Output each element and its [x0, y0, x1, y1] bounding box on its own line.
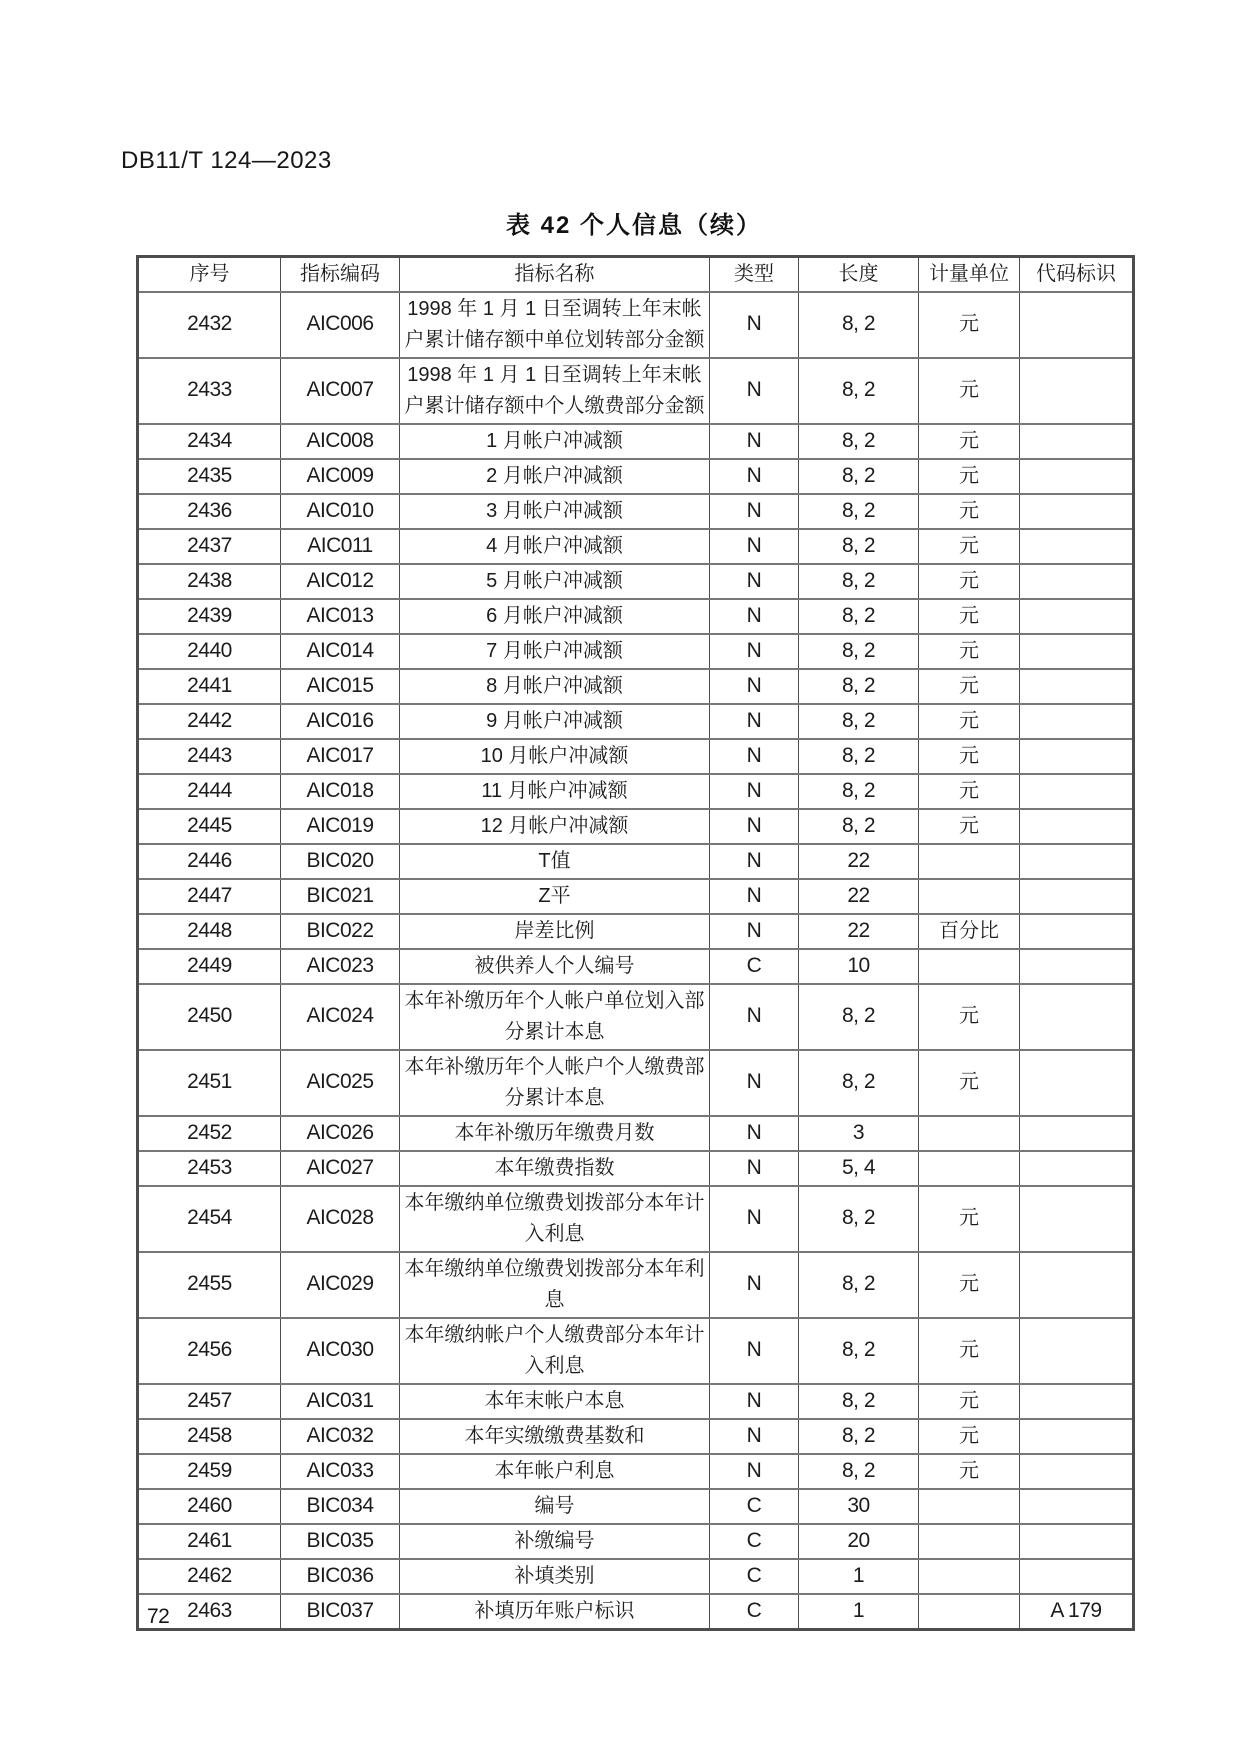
cell-unit: 百分比	[919, 914, 1020, 949]
cell-len: 8, 2	[799, 494, 919, 529]
table-row	[138, 1151, 1134, 1186]
cell-name: 12 月帐户冲减额	[400, 809, 710, 844]
cell-seq: 2434	[138, 424, 281, 459]
cell-code: AIC026	[281, 1116, 400, 1151]
table-title: 表 42 个人信息（续）	[505, 212, 763, 239]
cell-code: AIC015	[281, 669, 400, 704]
cell-len: 1	[799, 1559, 919, 1594]
cell-name: Z平	[400, 879, 710, 914]
cell-cid	[1020, 1419, 1134, 1454]
cell-len: 8, 2	[799, 809, 919, 844]
cell-len: 22	[799, 914, 919, 949]
cell-unit	[919, 1594, 1020, 1630]
cell-len: 10	[799, 949, 919, 984]
cell-unit: 元	[919, 1454, 1020, 1489]
cell-type: N	[710, 564, 799, 599]
cell-seq: 2450	[138, 984, 281, 1050]
cell-name: 本年实缴缴费基数和	[400, 1419, 710, 1454]
cell-len: 8, 2	[799, 1454, 919, 1489]
cell-name: 岸差比例	[400, 914, 710, 949]
cell-type: N	[710, 984, 799, 1050]
table-row	[138, 1419, 1134, 1454]
table-row	[138, 1594, 1134, 1630]
cell-unit: 元	[919, 459, 1020, 494]
cell-unit: 元	[919, 292, 1020, 358]
cell-cid	[1020, 949, 1134, 984]
cell-name: 被供养人个人编号	[400, 949, 710, 984]
table-row	[138, 844, 1134, 879]
table-row	[138, 1454, 1134, 1489]
cell-type: N	[710, 634, 799, 669]
cell-cid	[1020, 1559, 1134, 1594]
cell-code: AIC023	[281, 949, 400, 984]
table-row	[138, 1524, 1134, 1559]
cell-seq: 2445	[138, 809, 281, 844]
cell-type: N	[710, 358, 799, 424]
cell-len: 8, 2	[799, 1252, 919, 1318]
cell-code: AIC008	[281, 424, 400, 459]
column-header-3: 指标名称	[400, 257, 710, 292]
table-row	[138, 564, 1134, 599]
cell-code: AIC028	[281, 1186, 400, 1252]
cell-unit: 元	[919, 1318, 1020, 1384]
cell-seq: 2459	[138, 1454, 281, 1489]
cell-name: 本年缴纳单位缴费划拨部分本年计入利息	[400, 1186, 710, 1252]
cell-cid	[1020, 879, 1134, 914]
cell-name: 3 月帐户冲减额	[400, 494, 710, 529]
cell-unit: 元	[919, 1050, 1020, 1116]
column-header-7: 代码标识	[1020, 257, 1134, 292]
cell-type: C	[710, 1489, 799, 1524]
table-row	[138, 1186, 1134, 1252]
cell-seq: 2447	[138, 879, 281, 914]
cell-unit: 元	[919, 669, 1020, 704]
cell-name: 本年缴纳帐户个人缴费部分本年计入利息	[400, 1318, 710, 1384]
table-row	[138, 424, 1134, 459]
cell-unit: 元	[919, 599, 1020, 634]
cell-name: 本年缴纳单位缴费划拨部分本年利息	[400, 1252, 710, 1318]
cell-cid	[1020, 1151, 1134, 1186]
cell-type: C	[710, 1559, 799, 1594]
cell-cid	[1020, 984, 1134, 1050]
table-row	[138, 358, 1134, 424]
cell-type: N	[710, 1419, 799, 1454]
cell-seq: 2443	[138, 739, 281, 774]
cell-len: 8, 2	[799, 459, 919, 494]
cell-seq: 2456	[138, 1318, 281, 1384]
table-row	[138, 1318, 1134, 1384]
cell-name: 本年缴费指数	[400, 1151, 710, 1186]
cell-code: BIC037	[281, 1594, 400, 1630]
table-row	[138, 529, 1134, 564]
cell-cid	[1020, 424, 1134, 459]
cell-name: 6 月帐户冲减额	[400, 599, 710, 634]
cell-seq: 2442	[138, 704, 281, 739]
table-header	[138, 257, 1134, 292]
cell-name: 补缴编号	[400, 1524, 710, 1559]
cell-cid	[1020, 774, 1134, 809]
cell-cid	[1020, 1116, 1134, 1151]
table-row	[138, 292, 1134, 358]
cell-cid	[1020, 1454, 1134, 1489]
table-row	[138, 1252, 1134, 1318]
table-row	[138, 1050, 1134, 1116]
cell-code: AIC009	[281, 459, 400, 494]
cell-len: 8, 2	[799, 564, 919, 599]
cell-code: AIC006	[281, 292, 400, 358]
cell-seq: 2436	[138, 494, 281, 529]
cell-cid	[1020, 809, 1134, 844]
cell-len: 5, 4	[799, 1151, 919, 1186]
cell-unit: 元	[919, 1384, 1020, 1419]
doc-number: DB11/T 124—2023	[121, 147, 332, 174]
cell-code: AIC017	[281, 739, 400, 774]
table-row	[138, 669, 1134, 704]
cell-type: C	[710, 1594, 799, 1630]
cell-code: AIC032	[281, 1419, 400, 1454]
cell-name: 2 月帐户冲减额	[400, 459, 710, 494]
cell-seq: 2453	[138, 1151, 281, 1186]
cell-unit	[919, 1116, 1020, 1151]
cell-code: BIC020	[281, 844, 400, 879]
cell-seq: 2462	[138, 1559, 281, 1594]
cell-unit: 元	[919, 358, 1020, 424]
cell-code: BIC021	[281, 879, 400, 914]
cell-type: N	[710, 1050, 799, 1116]
cell-cid	[1020, 494, 1134, 529]
cell-code: AIC010	[281, 494, 400, 529]
cell-type: N	[710, 669, 799, 704]
cell-unit: 元	[919, 564, 1020, 599]
cell-cid: A 179	[1020, 1594, 1134, 1630]
cell-code: AIC013	[281, 599, 400, 634]
cell-seq: 2449	[138, 949, 281, 984]
cell-seq: 2457	[138, 1384, 281, 1419]
cell-cid	[1020, 1186, 1134, 1252]
cell-cid	[1020, 1318, 1134, 1384]
cell-cid	[1020, 844, 1134, 879]
cell-code: AIC029	[281, 1252, 400, 1318]
cell-name: 编号	[400, 1489, 710, 1524]
cell-name: 11 月帐户冲减额	[400, 774, 710, 809]
cell-name: 1998 年 1 月 1 日至调转上年末帐户累计储存额中单位划转部分金额	[400, 292, 710, 358]
cell-len: 8, 2	[799, 1384, 919, 1419]
table-row	[138, 809, 1134, 844]
column-header-1: 序号	[138, 257, 281, 292]
cell-len: 8, 2	[799, 739, 919, 774]
cell-cid	[1020, 1252, 1134, 1318]
table-row	[138, 494, 1134, 529]
cell-len: 8, 2	[799, 529, 919, 564]
cell-unit: 元	[919, 984, 1020, 1050]
cell-type: N	[710, 1151, 799, 1186]
cell-cid	[1020, 292, 1134, 358]
table-row	[138, 914, 1134, 949]
cell-type: N	[710, 292, 799, 358]
cell-seq: 2452	[138, 1116, 281, 1151]
table-row	[138, 704, 1134, 739]
cell-seq: 2446	[138, 844, 281, 879]
cell-seq: 2461	[138, 1524, 281, 1559]
column-header-4: 类型	[710, 257, 799, 292]
cell-code: BIC035	[281, 1524, 400, 1559]
cell-cid	[1020, 914, 1134, 949]
cell-type: N	[710, 529, 799, 564]
cell-type: N	[710, 1186, 799, 1252]
cell-seq: 2448	[138, 914, 281, 949]
cell-cid	[1020, 459, 1134, 494]
cell-cid	[1020, 669, 1134, 704]
table-row	[138, 984, 1134, 1050]
table-row	[138, 634, 1134, 669]
cell-type: N	[710, 844, 799, 879]
cell-len: 30	[799, 1489, 919, 1524]
cell-seq: 2455	[138, 1252, 281, 1318]
table-row	[138, 599, 1134, 634]
cell-unit	[919, 879, 1020, 914]
cell-unit: 元	[919, 494, 1020, 529]
cell-len: 8, 2	[799, 1419, 919, 1454]
cell-type: N	[710, 494, 799, 529]
cell-cid	[1020, 358, 1134, 424]
table-row	[138, 739, 1134, 774]
cell-unit	[919, 949, 1020, 984]
cell-type: N	[710, 1116, 799, 1151]
cell-name: 1998 年 1 月 1 日至调转上年末帐户累计储存额中个人缴费部分金额	[400, 358, 710, 424]
cell-code: AIC012	[281, 564, 400, 599]
cell-seq: 2451	[138, 1050, 281, 1116]
cell-seq: 2444	[138, 774, 281, 809]
cell-unit: 元	[919, 634, 1020, 669]
personal-info-table	[136, 255, 1135, 1631]
cell-cid	[1020, 564, 1134, 599]
cell-code: AIC007	[281, 358, 400, 424]
cell-type: N	[710, 1384, 799, 1419]
cell-type: N	[710, 599, 799, 634]
table-row	[138, 1559, 1134, 1594]
cell-cid	[1020, 634, 1134, 669]
column-header-5: 长度	[799, 257, 919, 292]
cell-cid	[1020, 1524, 1134, 1559]
cell-seq: 2463	[138, 1594, 281, 1630]
cell-cid	[1020, 599, 1134, 634]
cell-type: N	[710, 1318, 799, 1384]
cell-len: 8, 2	[799, 1186, 919, 1252]
cell-type: N	[710, 704, 799, 739]
cell-seq: 2435	[138, 459, 281, 494]
cell-len: 1	[799, 1594, 919, 1630]
cell-name: 本年补缴历年缴费月数	[400, 1116, 710, 1151]
cell-len: 8, 2	[799, 358, 919, 424]
cell-code: AIC019	[281, 809, 400, 844]
cell-unit: 元	[919, 1252, 1020, 1318]
column-header-2: 指标编码	[281, 257, 400, 292]
cell-seq: 2433	[138, 358, 281, 424]
cell-unit: 元	[919, 774, 1020, 809]
cell-type: N	[710, 1454, 799, 1489]
cell-seq: 2460	[138, 1489, 281, 1524]
cell-cid	[1020, 529, 1134, 564]
cell-unit	[919, 1489, 1020, 1524]
cell-len: 22	[799, 844, 919, 879]
table-body	[138, 292, 1134, 1630]
table-row	[138, 774, 1134, 809]
cell-name: 9 月帐户冲减额	[400, 704, 710, 739]
cell-len: 8, 2	[799, 292, 919, 358]
cell-type: N	[710, 879, 799, 914]
cell-cid	[1020, 704, 1134, 739]
cell-code: AIC024	[281, 984, 400, 1050]
cell-seq: 2458	[138, 1419, 281, 1454]
cell-name: 10 月帐户冲减额	[400, 739, 710, 774]
cell-len: 8, 2	[799, 984, 919, 1050]
cell-type: N	[710, 424, 799, 459]
cell-type: N	[710, 809, 799, 844]
cell-len: 3	[799, 1116, 919, 1151]
cell-name: 本年帐户利息	[400, 1454, 710, 1489]
cell-name: 本年末帐户本息	[400, 1384, 710, 1419]
cell-len: 8, 2	[799, 704, 919, 739]
cell-unit	[919, 844, 1020, 879]
cell-code: AIC011	[281, 529, 400, 564]
cell-code: AIC016	[281, 704, 400, 739]
cell-name: 5 月帐户冲减额	[400, 564, 710, 599]
cell-len: 8, 2	[799, 634, 919, 669]
cell-name: 1 月帐户冲减额	[400, 424, 710, 459]
table-row	[138, 879, 1134, 914]
cell-len: 8, 2	[799, 669, 919, 704]
cell-name: T值	[400, 844, 710, 879]
cell-cid	[1020, 739, 1134, 774]
cell-len: 22	[799, 879, 919, 914]
cell-type: N	[710, 1252, 799, 1318]
cell-type: N	[710, 739, 799, 774]
cell-type: C	[710, 949, 799, 984]
cell-name: 补填历年账户标识	[400, 1594, 710, 1630]
table-row	[138, 949, 1134, 984]
cell-unit: 元	[919, 1419, 1020, 1454]
cell-name: 本年补缴历年个人帐户单位划入部分累计本息	[400, 984, 710, 1050]
cell-code: AIC025	[281, 1050, 400, 1116]
cell-name: 8 月帐户冲减额	[400, 669, 710, 704]
table-row	[138, 1489, 1134, 1524]
cell-len: 20	[799, 1524, 919, 1559]
cell-type: N	[710, 914, 799, 949]
cell-unit: 元	[919, 424, 1020, 459]
cell-seq: 2454	[138, 1186, 281, 1252]
cell-code: AIC027	[281, 1151, 400, 1186]
cell-name: 补填类别	[400, 1559, 710, 1594]
cell-unit: 元	[919, 1186, 1020, 1252]
cell-cid	[1020, 1489, 1134, 1524]
cell-name: 7 月帐户冲减额	[400, 634, 710, 669]
cell-len: 8, 2	[799, 599, 919, 634]
cell-seq: 2438	[138, 564, 281, 599]
column-header-6: 计量单位	[919, 257, 1020, 292]
cell-seq: 2440	[138, 634, 281, 669]
cell-type: N	[710, 459, 799, 494]
cell-code: AIC030	[281, 1318, 400, 1384]
cell-len: 8, 2	[799, 424, 919, 459]
cell-type: N	[710, 774, 799, 809]
cell-name: 本年补缴历年个人帐户个人缴费部分累计本息	[400, 1050, 710, 1116]
cell-name: 4 月帐户冲减额	[400, 529, 710, 564]
cell-cid	[1020, 1050, 1134, 1116]
cell-seq: 2441	[138, 669, 281, 704]
cell-seq: 2432	[138, 292, 281, 358]
cell-len: 8, 2	[799, 1050, 919, 1116]
table-row	[138, 459, 1134, 494]
cell-code: BIC034	[281, 1489, 400, 1524]
cell-seq: 2437	[138, 529, 281, 564]
cell-code: AIC031	[281, 1384, 400, 1419]
cell-unit	[919, 1559, 1020, 1594]
cell-code: AIC033	[281, 1454, 400, 1489]
cell-seq: 2439	[138, 599, 281, 634]
cell-code: AIC014	[281, 634, 400, 669]
cell-unit: 元	[919, 704, 1020, 739]
table-header-row	[138, 257, 1134, 292]
cell-cid	[1020, 1384, 1134, 1419]
cell-len: 8, 2	[799, 1318, 919, 1384]
cell-code: BIC036	[281, 1559, 400, 1594]
cell-len: 8, 2	[799, 774, 919, 809]
page-number: 72	[147, 1605, 170, 1628]
table-row	[138, 1384, 1134, 1419]
cell-code: BIC022	[281, 914, 400, 949]
cell-unit	[919, 1151, 1020, 1186]
cell-unit	[919, 1524, 1020, 1559]
cell-code: AIC018	[281, 774, 400, 809]
cell-unit: 元	[919, 739, 1020, 774]
cell-type: C	[710, 1524, 799, 1559]
table-row	[138, 1116, 1134, 1151]
cell-unit: 元	[919, 809, 1020, 844]
cell-unit: 元	[919, 529, 1020, 564]
